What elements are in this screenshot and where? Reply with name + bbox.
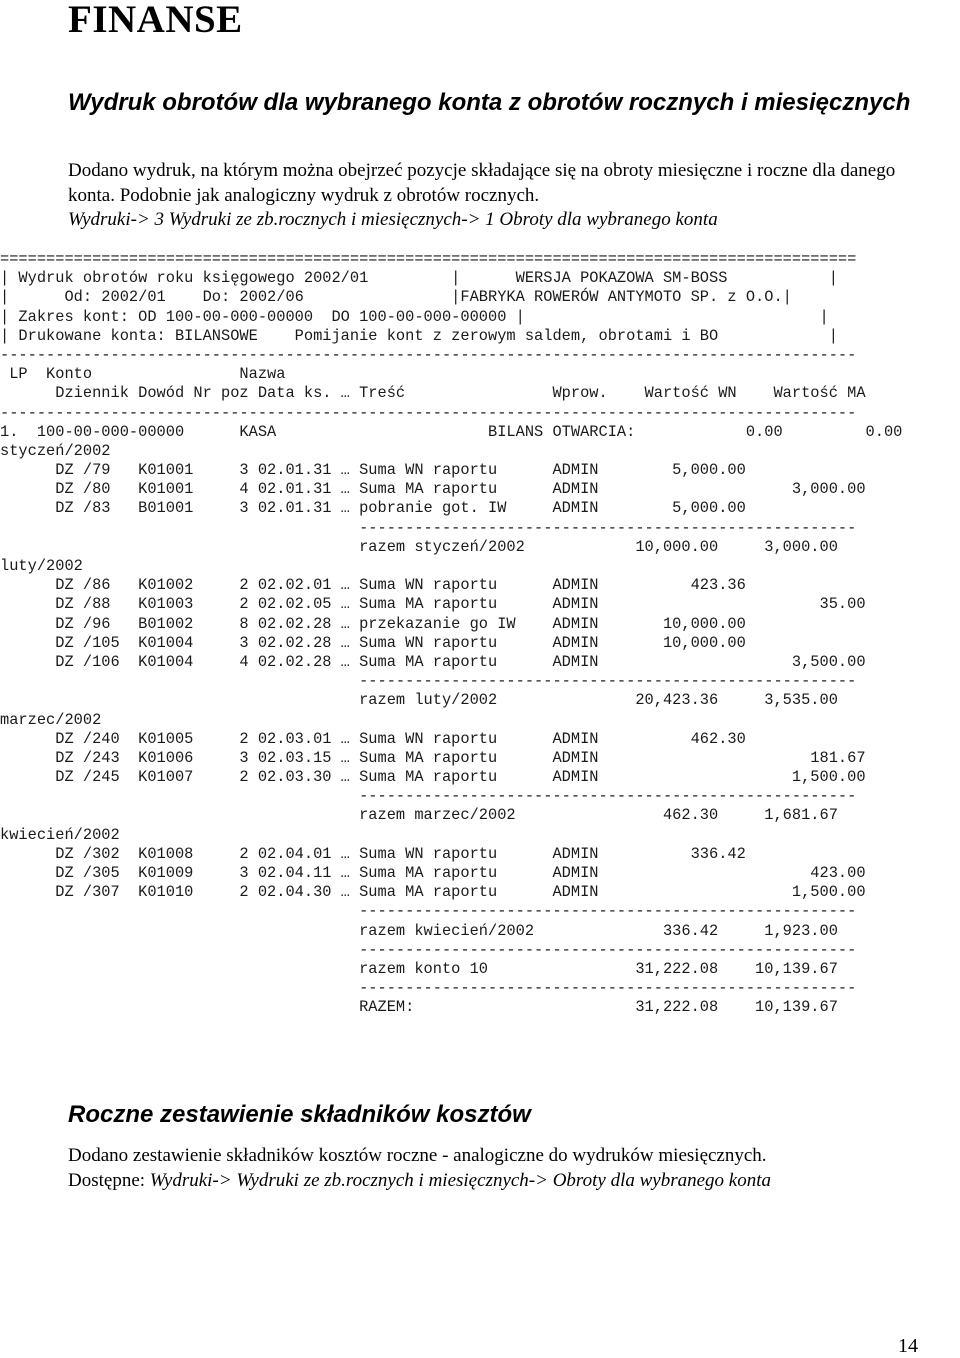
report-line: styczeń/2002 bbox=[0, 441, 111, 460]
section-title-roczne-zestawienie: Roczne zestawienie składników kosztów bbox=[68, 1101, 531, 1128]
report-line: kwiecień/2002 bbox=[0, 825, 120, 844]
report-line: --------------------------------------------------------------------------------------------- bbox=[0, 403, 857, 422]
report-line: DZ /243 K01006 3 02.03.15 … Suma MA raportu ADMIN 181.67 bbox=[0, 748, 866, 767]
report-line: DZ /245 K01007 2 02.03.30 … Suma MA raportu ADMIN 1,500.00 bbox=[0, 768, 866, 787]
report-line: DZ /305 K01009 3 02.04.11 … Suma MA raportu ADMIN 423.00 bbox=[0, 864, 866, 882]
report-line: razem styczeń/2002 10,000.00 3,000.00 bbox=[0, 537, 838, 556]
page-number: 14 bbox=[898, 1335, 918, 1357]
report-line: DZ /80 K01001 4 02.01.31 … Suma MA raportu ADMIN 3,000.00 bbox=[0, 480, 866, 499]
report-line: razem marzec/2002 462.30 1,681.67 bbox=[0, 806, 838, 825]
report-line: ------------------------------------------------------ bbox=[0, 672, 857, 691]
report-line: razem kwiecień/2002 336.42 1,923.00 bbox=[0, 921, 838, 940]
report-line: | Drukowane konta: BILANSOWE Pomijanie kont z zerowym saldem, obrotami i BO | bbox=[0, 326, 838, 345]
report-line: DZ /83 B01001 3 02.01.31 … pobranie got. IW ADMIN 5,000.00 bbox=[0, 499, 746, 518]
report-line: ------------------------------------------------------ bbox=[0, 787, 857, 806]
report-printout bbox=[0, 250, 902, 1018]
report-line: ------------------------------------------------------ bbox=[0, 979, 857, 998]
report-line: Dziennik Dowód Nr poz Data ks. … Treść Wprow. Wartość WN Wartość MA bbox=[0, 384, 866, 403]
report-line: | Wydruk obrotów roku księgowego 2002/01 | WERSJA POKAZOWA SM-BOSS | bbox=[0, 269, 838, 288]
report-line: DZ /302 K01008 2 02.04.01 … Suma WN raportu ADMIN 336.42 bbox=[0, 844, 746, 863]
report-line: DZ /86 K01002 2 02.02.01 … Suma WN raportu ADMIN 423.36 bbox=[0, 576, 746, 595]
report-line: ------------------------------------------------------ bbox=[0, 940, 857, 959]
report-line: --------------------------------------------------------------------------------------------- bbox=[0, 345, 857, 364]
report-line: luty/2002 bbox=[0, 557, 83, 575]
menu-path: Wydruki-> 3 Wydruki ze zb.rocznych i miesięcznych-> 1 Obroty dla wybranego konta bbox=[68, 209, 718, 230]
description-text-2: Dodano zestawienie składników kosztów roczne - analogiczne do wydruków miesięcznych. bbox=[68, 1145, 767, 1166]
report-line: RAZEM: 31,222.08 10,139.67 bbox=[0, 998, 838, 1017]
report-line: | Od: 2002/01 Do: 2002/06 |FABRYKA ROWERÓW ANTYMOTO SP. z O.O.| bbox=[0, 288, 792, 307]
section-description-wydruk-obrotow bbox=[68, 159, 928, 233]
report-line: DZ /106 K01004 4 02.02.28 … Suma MA raportu ADMIN 3,500.00 bbox=[0, 652, 866, 671]
report-line: ------------------------------------------------------ bbox=[0, 518, 857, 537]
report-line: | Zakres kont: OD 100-00-000-00000 DO 100-00-000-00000 | | bbox=[0, 307, 829, 326]
report-line: DZ /79 K01001 3 02.01.31 … Suma WN raportu ADMIN 5,000.00 bbox=[0, 461, 746, 480]
section-title-wydruk-obrotow: Wydruk obrotów dla wybranego konta z obrotów rocznych i miesięcznych bbox=[68, 89, 911, 116]
report-line: DZ /307 K01010 2 02.04.30 … Suma MA raportu ADMIN 1,500.00 bbox=[0, 883, 866, 902]
report-line: DZ /88 K01003 2 02.02.05 … Suma MA raportu ADMIN 35.00 bbox=[0, 595, 866, 614]
report-line: ============================================================================================= bbox=[0, 250, 857, 268]
report-line: DZ /96 B01002 8 02.02.28 … przekazanie go IW ADMIN 10,000.00 bbox=[0, 614, 746, 633]
report-line: DZ /240 K01005 2 02.03.01 … Suma WN raportu ADMIN 462.30 bbox=[0, 729, 746, 748]
menu-path-2: Wydruki-> Wydruki ze zb.rocznych i miesięcznych-> Obroty dla wybranego konta bbox=[149, 1169, 771, 1191]
report-line: marzec/2002 bbox=[0, 710, 102, 729]
report-line: 1. 100-00-000-00000 KASA BILANS OTWARCIA: 0.00 0.00 bbox=[0, 422, 903, 441]
report-line: razem konto 10 31,222.08 10,139.67 bbox=[0, 959, 838, 978]
page-heading: FINANSE bbox=[68, 0, 243, 41]
section-description-roczne-zestawienie bbox=[68, 1144, 948, 1193]
report-line: LP Konto Nazwa bbox=[0, 365, 286, 384]
report-line: DZ /105 K01004 3 02.02.28 … Suma WN raportu ADMIN 10,000.00 bbox=[0, 633, 746, 652]
description-text: Dodano wydruk, na którym można obejrzeć pozycje składające się na obroty miesięczne i roczne dla danego konta. Podobnie jak analogiczny wydruk z obrotów rocznych. bbox=[68, 160, 896, 206]
report-line: ------------------------------------------------------ bbox=[0, 902, 857, 921]
available-label: Dostępne: bbox=[68, 1169, 146, 1191]
report-line: razem luty/2002 20,423.36 3,535.00 bbox=[0, 691, 838, 710]
